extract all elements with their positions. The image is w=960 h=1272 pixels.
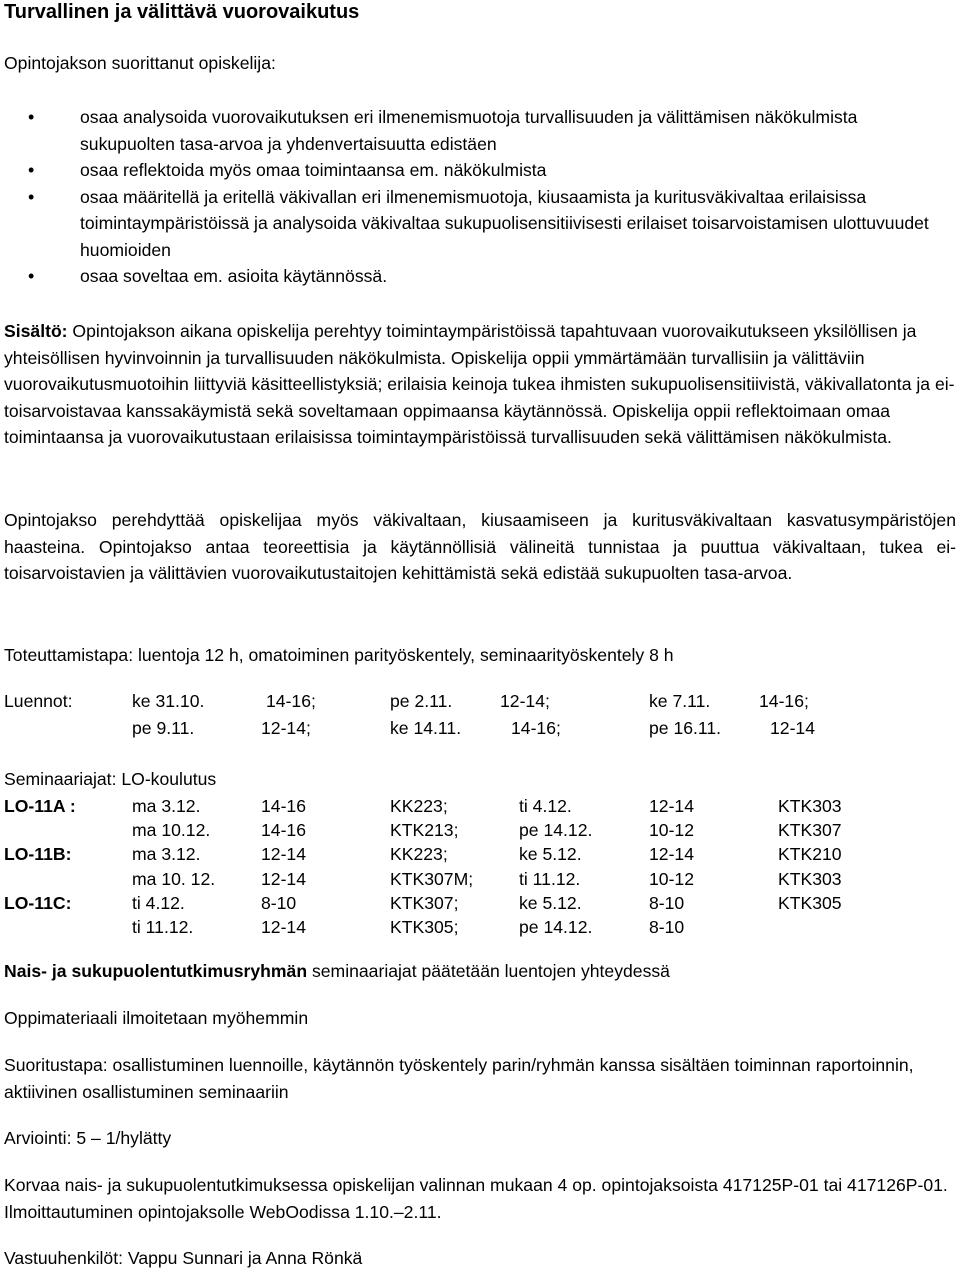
seminar-room: KTK307 (778, 820, 842, 841)
seminar-date: ke 5.12. (519, 892, 582, 913)
seminar-room: KK223; (390, 796, 448, 816)
lecture-date: ke 7.11. (649, 691, 711, 711)
content-text: Opintojakson aikana opiskelija perehtyy toimintaympäristöissä tapahtuvaan vuorovaikutukseen yksilöllisen ja yhteisöllisen hyvinvoinnin ja turvallisuuden näkökulmista. Opiskelija oppii ymmärtämään turvallisiin ja välittäviin vuorovaikutusmuotoihin liittyviä käsitteellistyksiä; erilaisia keinoja tukea ihmisten sukupuolisensitiivistä, väkivallatonta ja ei-toisarvoistavaa kanssakäymistä sekä soveltamaan oppimaansa käytännössä. Opiskelija oppii reflektoimaan omaa toimintaansa ja vuorovaikutustaan erilaisissa toimintaympäristöissä turvallisuuden sekä välittämisen näkökulmista. (4, 321, 955, 447)
seminar-time: 8-10 (649, 916, 685, 937)
page-title: Turvallinen ja välittävä vuorovaikutus (4, 1, 360, 23)
lecture-date: pe 2.11. (390, 691, 453, 711)
seminar-row (4, 841, 956, 865)
lecture-time: 12-14; (261, 717, 311, 738)
seminar-date: ma 10.12. (132, 820, 211, 841)
materials-line: Oppimateriaali ilmoitetaan myöhemmin (4, 1008, 309, 1028)
lecture-time: 12-14 (770, 717, 815, 738)
completion-method: Suoritustapa: osallistuminen luennoille, käytännön työskentely parin/ryhmän kanssa sisältäen toiminnan raportoinnin, aktiivinen osallistuminen seminaariin (4, 1055, 914, 1102)
seminar-date: ma 3.12. (132, 796, 201, 816)
lecture-time: 14-16; (511, 717, 561, 738)
list-item: • osaa analysoida vuorovaikutuksen eri ilmenemismuotoja turvallisuuden ja välittämisen näkökulmista sukupuolten tasa-arvoa ja yhdenvertaisuutta edistäen (4, 104, 956, 157)
replaces-paragraph: Korvaa nais- ja sukupuolentutkimuksessa opiskelijan valinnan mukaan 4 op. opintojaksoista 417125P-01 tai 417126P-01. Ilmoittautuminen opintojaksolle WebOodissa 1.10.–2.11. (4, 1175, 948, 1222)
grading-line: Arviointi: 5 – 1/hylätty (4, 1128, 172, 1148)
seminar-room: KTK303 (778, 868, 842, 889)
seminar-time: 12-14 (261, 868, 306, 889)
seminar-row (4, 793, 956, 817)
lecture-row (4, 715, 956, 742)
responsible-persons: Vastuuhenkilöt: Vappu Sunnari ja Anna Rönkä (4, 1248, 363, 1268)
seminar-time: 12-14 (261, 916, 306, 937)
list-item: • osaa reflektoida myös omaa toimintaansa em. näkökulmista (4, 157, 956, 184)
lecture-row (4, 688, 956, 715)
seminar-group: LO-11C: (4, 892, 72, 913)
lectures-schedule (4, 688, 956, 741)
seminar-time: 10-12 (649, 820, 694, 841)
seminar-time: 12-14 (649, 796, 694, 816)
gender-studies-note (4, 958, 956, 985)
seminar-time: 12-14 (649, 844, 694, 865)
seminar-row (4, 866, 956, 890)
seminar-date: ke 5.12. (519, 844, 582, 865)
lecture-date: ke 14.11. (390, 717, 462, 738)
seminar-row (4, 914, 956, 938)
learning-outcomes-intro: Opintojakson suorittanut opiskelija: (4, 53, 276, 73)
seminars-schedule (4, 793, 956, 938)
seminar-time: 12-14 (261, 844, 306, 865)
content-label: Sisältö: (4, 321, 68, 341)
lecture-date: ke 31.10. (132, 691, 205, 711)
seminar-room: KK223; (390, 844, 448, 865)
seminar-time: 8-10 (649, 892, 685, 913)
seminar-date: ti 4.12. (519, 796, 572, 816)
seminars-title: Seminaariajat: LO-koulutus (4, 769, 217, 789)
seminar-row (4, 817, 956, 841)
lecture-time: 12-14; (500, 691, 550, 711)
seminar-date: pe 14.12. (519, 916, 593, 937)
learning-outcomes-list (4, 104, 956, 290)
seminar-group: LO-11B: (4, 844, 72, 865)
seminar-time: 10-12 (649, 868, 694, 889)
seminar-room: KTK213; (390, 820, 459, 841)
seminar-room: KTK307M; (390, 868, 474, 889)
seminar-room: KTK303 (778, 796, 842, 816)
seminar-date: ti 11.12. (519, 868, 581, 889)
seminar-date: ti 11.12. (132, 916, 194, 937)
lecture-time: 14-16; (266, 691, 316, 711)
gender-studies-label: Nais- ja sukupuolentutkimusryhmän (4, 961, 308, 981)
lecture-date: pe 16.11. (649, 717, 722, 738)
deepen-paragraph: Opintojakso perehdyttää opiskelijaa myös väkivaltaan, kiusaamiseen ja kuritusväkivaltaan kasvatusympäristöjen haasteina. Opintojakso antaa teoreettisia ja käytännöllisiä välineitä tunnistaa ja puuttua väkivaltaan, tukea ei-toisarvoistavien ja välittävien vuorovaikutustaitojen kehittämistä sekä edistää sukupuolten tasa-arvoa. (4, 510, 956, 583)
list-item: • osaa määritellä ja eritellä väkivallan eri ilmenemismuotoja, kiusaamista ja kuritusväkivaltaa erilaisissa toimintaympäristöissä ja analysoida väkivaltaa sukupuolisensitiivisesti erilaiset toisarvoistamisen ulottuvuudet huomioiden (4, 184, 956, 264)
seminar-date: pe 14.12. (519, 820, 593, 841)
seminar-time: 14-16 (261, 820, 306, 841)
lecture-time: 14-16; (759, 691, 809, 711)
seminar-group: LO-11A : (4, 796, 76, 816)
seminar-room: KTK210 (778, 844, 842, 865)
lectures-label: Luennot: (4, 691, 73, 711)
seminar-date: ti 4.12. (132, 892, 185, 913)
seminar-time: 8-10 (261, 892, 297, 913)
seminar-row (4, 890, 956, 914)
list-item: • osaa soveltaa em. asioita käytännössä. (4, 263, 956, 290)
lecture-date: pe 9.11. (132, 717, 195, 738)
seminar-room: KTK305 (778, 892, 842, 913)
seminar-room: KTK305; (390, 916, 459, 937)
seminar-time: 14-16 (261, 796, 306, 816)
implementation-line: Toteuttamistapa: luentoja 12 h, omatoiminen parityöskentely, seminaarityöskentely 8 h (4, 645, 674, 665)
seminar-room: KTK307; (390, 892, 459, 913)
content-paragraph (4, 318, 956, 451)
gender-studies-text: seminaariajat päätetään luentojen yhteydessä (307, 961, 670, 981)
seminar-date: ma 3.12. (132, 844, 201, 865)
seminar-date: ma 10. 12. (132, 868, 216, 889)
